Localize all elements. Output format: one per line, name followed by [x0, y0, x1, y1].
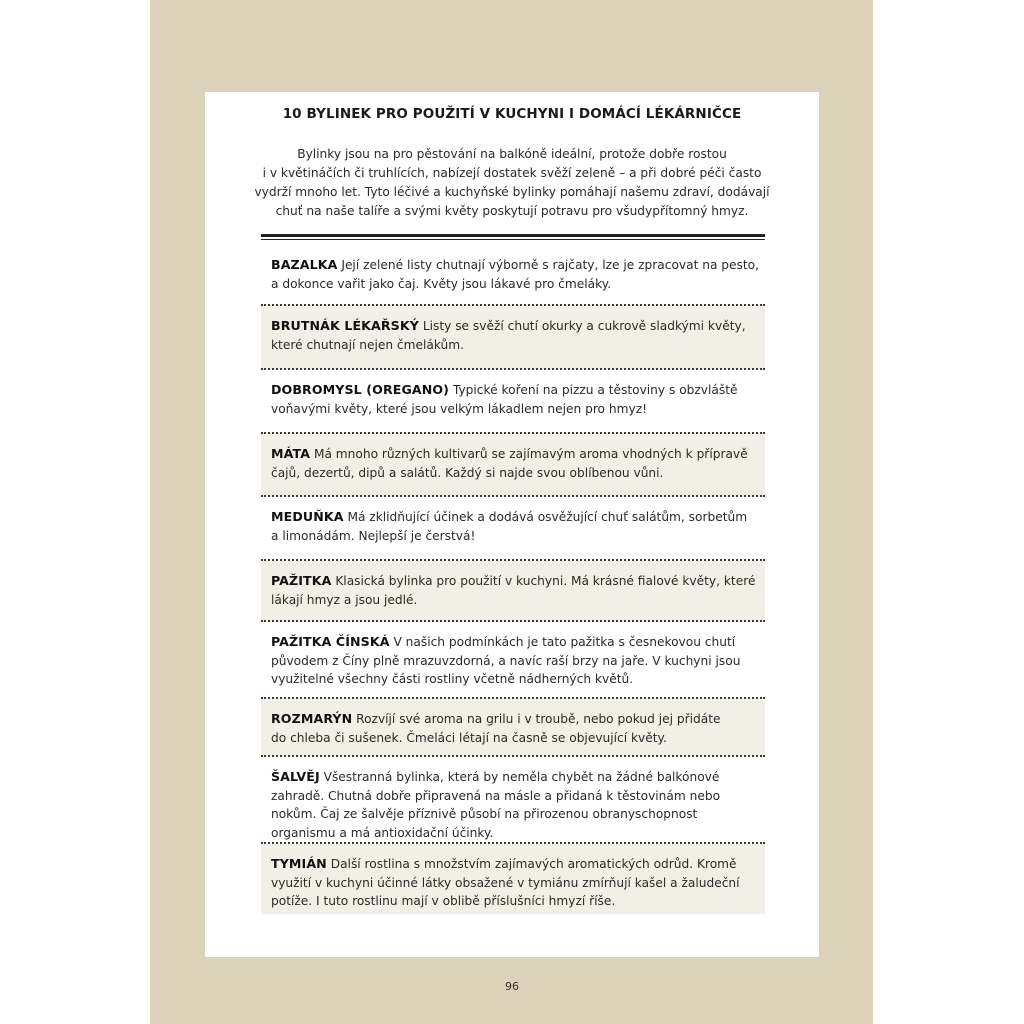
intro-line: i v květináčích či truhlících, nabízejí dostatek svěží zeleně – a při dobré péči často [262, 166, 762, 180]
herb-text: lákají hmyz a jsou jedlé. [271, 592, 418, 607]
herb-entry-mata [261, 434, 765, 497]
herb-entry-salvej [261, 757, 765, 844]
herb-text: Její zelené listy chutnají výborně s rajčaty, lze je zpracovat na pesto, [341, 258, 759, 272]
herb-text: voňavými květy, které jsou velkým lákadlem nejen pro hmyz! [271, 401, 647, 416]
intro-line: vydrží mnoho let. Tyto léčivé a kuchyňské bylinky pomáhají našemu zdraví, dodávají [254, 185, 770, 199]
herb-text: do chleba či sušenek. Čmeláci létají na časně se objevující květy. [271, 730, 667, 745]
herb-text: které chutnají nejen čmelákům. [271, 337, 464, 352]
herb-text: V našich podmínkách je tato pažitka s česnekovou chutí [393, 635, 736, 649]
herb-text: Klasická bylinka pro použití v kuchyni. Má krásné fialové květy, které [335, 574, 756, 588]
herb-text: zahradě. Chutná dobře připravená na másle a přidaná k těstovinám nebo [271, 788, 721, 803]
double-rule-divider [261, 234, 765, 242]
herb-entry-pazitka-cinska [261, 622, 765, 699]
herb-entry-pazitka [261, 561, 765, 622]
herb-text: Má mnoho různých kultivarů se zajímavým aroma vhodných k přípravě [313, 447, 748, 461]
herb-name: MÁTA [271, 446, 311, 461]
herb-text: organismu a má antioxidační účinky. [271, 825, 494, 840]
herb-text: potíže. I tuto rostlinu mají v oblibě příslušníci hmyzí říše. [271, 894, 616, 908]
herb-name: PAŽITKA [271, 573, 332, 588]
herb-text: Všestranná bylinka, která by neměla chybět na žádné balkónové [323, 770, 720, 784]
herb-entry-bazalka [261, 245, 765, 306]
herb-name: DOBROMYSL (OREGANO) [271, 382, 450, 397]
herb-list [261, 245, 765, 914]
herb-entry-dobromysl [261, 370, 765, 434]
intro-line: Bylinky jsou na pro pěstování na balkóně ideální, protože dobře rostou [297, 147, 727, 161]
herb-text: využitelné všechny části rostliny včetně nádherných květů. [271, 672, 634, 686]
page-title: 10 BYLINEK PRO POUŽITÍ V KUCHYNI I DOMÁCÍ LÉKÁRNIČCE [282, 106, 742, 122]
herb-name: BRUTNÁK LÉKAŘSKÝ [271, 318, 419, 333]
page-number: 96 [505, 980, 519, 993]
herb-text: Rozvíjí své aroma na grilu i v troubě, nebo pokud jej přidáte [356, 712, 721, 726]
thin-rule [261, 239, 765, 240]
herb-name: PAŽITKA ČÍNSKÁ [271, 634, 390, 649]
herb-name: ROZMARÝN [271, 711, 353, 726]
herb-text: nokům. Čaj ze šalvěje příznivě působí na přirozenou obranyschopnost [271, 807, 698, 821]
content-card [205, 92, 819, 957]
herb-name: BAZALKA [271, 257, 338, 272]
intro-paragraph [205, 145, 819, 221]
herb-entry-brutnak [261, 306, 765, 370]
herb-text: Listy se svěží chutí okurky a cukrově sladkými květy, [422, 319, 746, 333]
thick-rule [261, 234, 765, 237]
herb-text: čajů, dezertů, dipů a salátů. Každý si najde svou oblíbenou vůni. [271, 465, 664, 480]
herb-entry-tymian [261, 844, 765, 914]
herb-name: TYMIÁN [271, 856, 327, 871]
herb-name: MEDUŇKA [271, 509, 344, 524]
herb-text: Typické koření na pizzu a těstoviny s obzvláště [452, 383, 738, 397]
herb-text: a dokonce vařit jako čaj. Květy jsou lákavé pro čmeláky. [271, 276, 612, 291]
herb-name: ŠALVĚJ [271, 769, 320, 784]
herb-text: Další rostlina s množstvím zajímavých aromatických odrůd. Kromě [330, 857, 737, 871]
herb-text: Má zklidňující účinek a dodává osvěžující chuť salátům, sorbetům [347, 510, 748, 524]
herb-text: využití v kuchyni účinné látky obsažené v tymiánu zmírňují kašel a žaludeční [271, 875, 740, 890]
herb-text: původem z Číny plně mrazuvzdorná, a navíc raší brzy na jaře. V kuchyni jsou [271, 653, 741, 668]
herb-entry-rozmaryn [261, 699, 765, 757]
herb-text: a limonádám. Nejlepší je čerstvá! [271, 528, 476, 543]
herb-entry-medunka [261, 497, 765, 561]
intro-line: chuť na naše talíře a svými květy poskytují potravu pro všudypřítomný hmyz. [275, 204, 749, 218]
